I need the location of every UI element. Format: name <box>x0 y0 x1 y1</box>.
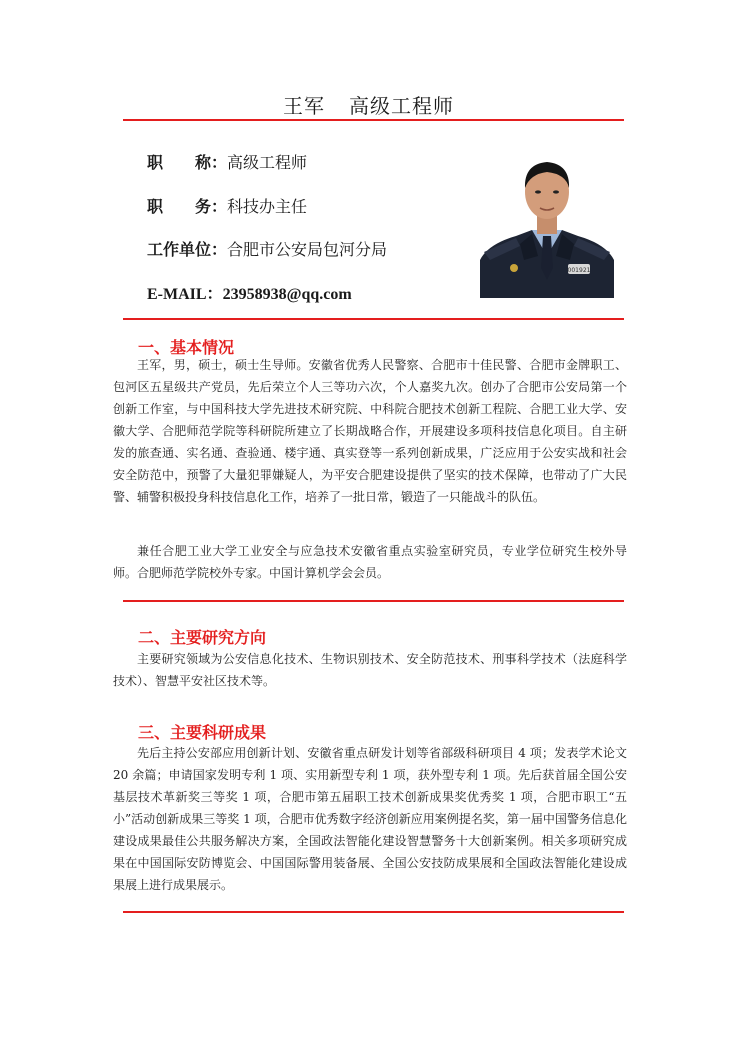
info-position-value: 科技办主任 <box>227 197 308 216</box>
achievements-paragraph: 先后主持公安部应用创新计划、安徽省重点研发计划等省部级科研项目 4 项；发表学术论文 20 余篇；申请国家发明专利 1 项、实用新型专利 1 项，获外型专利 1 项。先后获首届全国公安基层技术革新奖三等奖 1 项，合肥市第五届职工技术创新成果奖优秀奖 1 项，合肥市职工“五小”活动创新成果三等奖 1 项，合肥市优秀数字经济创新应用案例提名奖，第一届中国警务信息化建设成果最佳公共服务解决方案，全国政法智能化建设智慧警务十大创新案例。相关多项研究成果在中国国际安防博览会、中国国际警用装备展、全国公安技防成果展和全国政法智能化建设成果展上进行成果展示。 <box>113 746 627 892</box>
research-paragraph: 主要研究领域为公安信息化技术、生物识别技术、安全防范技术、刑事科学技术（法庭科学技术）、智慧平安社区技术等。 <box>113 652 627 688</box>
section-divider <box>123 318 624 320</box>
info-title-row <box>147 150 307 173</box>
basic-paragraph-2: 兼任合肥工业大学工业安全与应急技术安徽省重点实验室研究员，专业学位研究生校外导师。合肥师范学院校外专家。中国计算机学会会员。 <box>113 544 627 580</box>
info-title-value: 高级工程师 <box>227 153 308 172</box>
section-divider <box>123 911 624 913</box>
title-divider <box>123 119 624 121</box>
section-heading-basic: 一、基本情况 <box>138 338 235 357</box>
job-title-text: 高级工程师 <box>349 94 454 118</box>
section-heading-achievements: 三、主要科研成果 <box>138 723 267 742</box>
info-position-label: 职 务： <box>147 197 228 216</box>
basic-paragraph-1: 王军，男，硕士，硕士生导师。安徽省优秀人民警察、合肥市十佳民警、合肥市金牌职工、包河区五星级共产党员，先后荣立个人三等功六次，个人嘉奖九次。创办了合肥市公安局第一个创新工作室，与中国科技大学先进技术研究院、中科院合肥技术创新工程院、合肥工业大学、安徽大学、合肥师范学院等科研院所建立了长期战略合作，开展建设多项科技信息化项目。自主研发的旅查通、实名通、查验通、楼宇通、真实登等一系列创新成果，广泛应用于公安实战和社会安全防范中，预警了大量犯罪嫌疑人，为平安合肥建设提供了坚实的技术保障，也带动了广大民警、辅警积极投身科技信息化工作，培养了一批日常，锻造了一只能战斗的队伍。 <box>113 358 627 504</box>
portrait-illustration <box>480 148 614 298</box>
info-unit-row <box>147 237 387 260</box>
info-position-row <box>147 194 307 217</box>
info-email-row <box>147 281 352 304</box>
info-unit-value: 合肥市公安局包河分局 <box>227 240 388 259</box>
badge-number: 001921 <box>567 267 591 274</box>
info-email-value: 23958938@qq.com <box>222 286 352 303</box>
name-text: 王军 <box>283 94 325 118</box>
page-title <box>0 90 737 119</box>
info-email-label: E-MAIL： <box>147 286 223 303</box>
info-unit-label: 工作单位： <box>147 240 228 259</box>
info-title-label: 职 称： <box>147 153 228 172</box>
section-divider <box>123 600 624 602</box>
portrait-photo <box>480 148 614 298</box>
section-heading-research: 二、主要研究方向 <box>138 628 267 647</box>
